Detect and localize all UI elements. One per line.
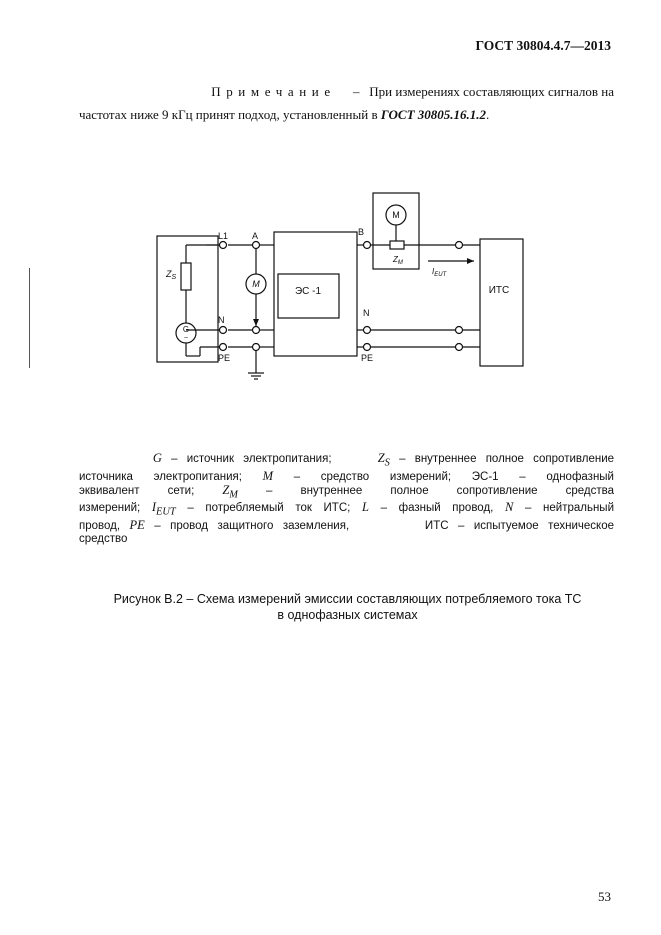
caption-line-2: в однофазных системах: [277, 608, 418, 622]
label-es: ЭС -1: [294, 286, 322, 297]
figure-caption: [60, 591, 635, 623]
label-a: A: [252, 231, 259, 241]
legend-line-3: эквивалент сети; $Z_M$ – внутреннее полное сопротивление средства: [79, 482, 614, 500]
legend-line-4: измерений; $I_{EUT}$ – потребляемый ток ИТС; L – фазный провод, N – нейтральный: [79, 500, 615, 518]
note-line-2: [79, 103, 614, 126]
terminal-its-n: [456, 327, 463, 334]
zs-resistor: [181, 263, 191, 290]
legend-zm: $Z_M$: [222, 482, 238, 500]
label-ieut: $I_{EUT}$: [432, 267, 447, 278]
label-pe-right: PE: [361, 353, 374, 363]
label-l1: L1: [218, 231, 229, 241]
legend-line-2: источника электропитания; M – средство измерений; ЭС-1 – однофазный: [79, 468, 614, 483]
label-n-right: N: [363, 308, 370, 318]
legend-l: L: [361, 500, 369, 514]
note: [79, 80, 614, 126]
note-reference: ГОСТ 30805.16.1.2: [380, 107, 487, 122]
terminal-n-right: [364, 327, 371, 334]
page-number: 53: [598, 889, 611, 904]
note-line-1: [79, 80, 614, 103]
legend-line-5: провод, PE – провод защитного заземления, ИТС – испытуемое техническое: [79, 517, 614, 532]
label-its: ИТС: [488, 285, 510, 296]
note-line1-text: При измерениях составляющих сигналов на: [369, 84, 614, 99]
label-zm: $Z_M$: [393, 255, 403, 266]
label-b: B: [358, 227, 365, 237]
legend-line-6: средство: [79, 532, 128, 545]
label-generator: G: [182, 325, 190, 334]
label-n-left: N: [218, 315, 225, 325]
caption-line-1: Рисунок В.2 – Схема измерений эмиссии составляющих потребляемого тока ТС: [113, 592, 582, 606]
terminal-its-pe: [456, 344, 463, 351]
zm-box: [390, 241, 404, 249]
label-meter-top: M: [392, 210, 400, 220]
terminal-pe-right: [364, 344, 371, 351]
terminal-a: [253, 242, 260, 249]
terminal-l1: [220, 242, 227, 249]
note-dash: –: [352, 84, 360, 99]
note-line2-text: частотах ниже 9 кГц принят подход, установленный в: [79, 107, 378, 122]
label-generator-tilde: ~: [183, 335, 189, 342]
margin-rule: [29, 268, 30, 368]
legend-g: G: [152, 451, 162, 465]
legend-m: M: [262, 468, 274, 483]
terminal-pe-left: [220, 344, 227, 351]
legend: [79, 452, 614, 546]
note-period: .: [486, 107, 490, 122]
page-header: ГОСТ 30804.4.7—2013: [475, 38, 611, 53]
legend-ieut: $I_{EUT}$: [151, 500, 176, 518]
label-zs: $Z_S$: [166, 269, 177, 281]
terminal-n-mid: [253, 327, 260, 334]
terminal-b: [364, 242, 371, 249]
legend-pe: PE: [129, 517, 145, 532]
legend-n: N: [505, 500, 514, 514]
terminal-n-left: [220, 327, 227, 334]
note-label: Примечание: [211, 84, 336, 99]
terminal-its-top: [456, 242, 463, 249]
legend-zs: $Z_S$: [377, 451, 390, 469]
circuit-diagram: [150, 180, 530, 390]
label-pe-left: PE: [218, 353, 231, 363]
legend-line-1: G – источник электропитания; $Z_S$ – внутреннее полное сопротивление: [152, 451, 615, 469]
label-meter: M: [252, 279, 260, 289]
its-box: [480, 239, 523, 366]
terminal-pe-mid: [253, 344, 260, 351]
